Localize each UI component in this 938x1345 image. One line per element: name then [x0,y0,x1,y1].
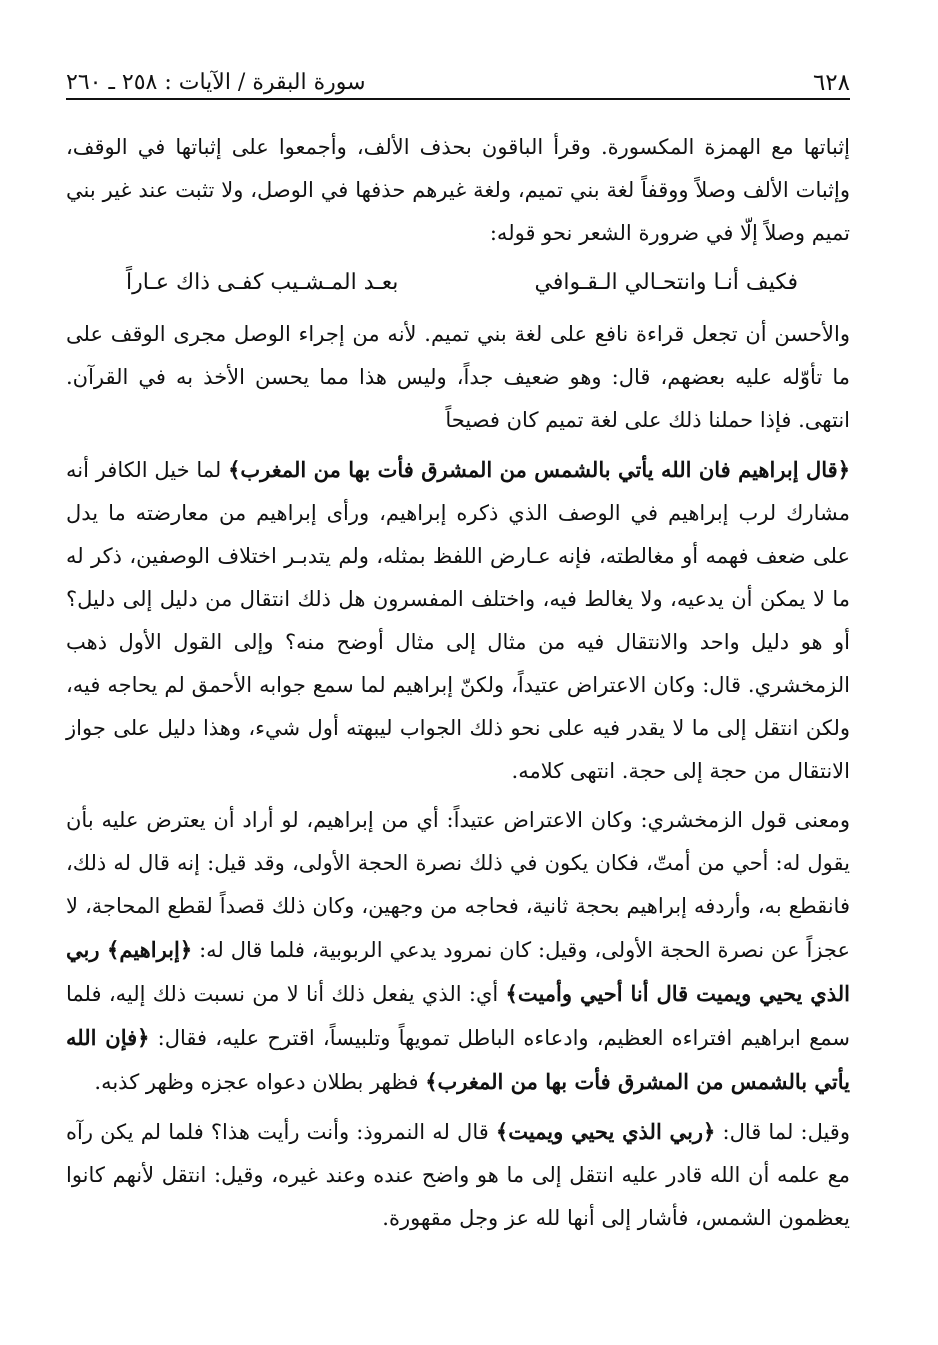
paragraph-text: لما خيل الكافر أنه مشارك لرب إبراهيم في الوصف الذي ذكره إبراهيم، ورأى إبراهيم من معارضته ما يدل على ضعف فهمه أو مغالطته، فإنه عـارض اللفظ بمثله، ولم يتدبـر اختلاف الوصفين، ذكر له ما لا يمكن أن يدعيه، ولا يغالط فيه، واختلف المفسرون هل ذلك انتقال من دليل إلى دليل؟ أو هو دليل واحد والانتقال فيه من مثال إلى مثال أوضح منه؟ وإلى القول الأول ذهب الزمخشري. قال: وكان الاعتراض عتيداً، ولكنّ إبراهيم لما سمع جوابه الأحمق لم يحاجه فيه، ولكن انتقل إلى ما لا يقدر فيه على نحو ذلك الجواب ليبهته أول شيء، وهذا دليل على جواز الانتقال من حجة إلى حجة. انتهى كلامه. [66,458,850,783]
verse-first-hemistich: فكيف أنـا وانتحـالي الـقـوافي [534,270,798,295]
paragraph-text: قال له النمروذ: وأنت رأيت هذا؟ فلما لم يكن رآه مع علمه أن الله قادر عليه انتقل إلى ما هو واضح عنده وعند غيره، وقيل: انتقل لأنهم كانوا يعظمون الشمس، فأشار إلى أنها لله عز وجل مقهورة. [66,1120,850,1230]
paragraph-reading-variants: إثباتها مع الهمزة المكسورة. وقرأ الباقون بحذف الألف، وأجمعوا على إثباتها في الوقف، وإثبات الألف وصلاً ووقفاً لغة بني تميم، ولغة غيرهم حذفها في الوصل، ولا تثبت عند غير بني تميم وصلاً إلّا في ضرورة الشعر نحو قوله: [66,135,850,245]
quran-quote: ﴿قال إبراهيم فان الله يأتي بالشمس من المشرق فأت بها من المغرب﴾ [228,457,851,482]
paragraph-zamakhshari-meaning [66,799,850,1104]
page-header [66,58,850,98]
poetry-verse [66,255,850,313]
verse-second-hemistich: بعـد المـشـيب كفـى ذاك عـاراً [126,270,399,295]
page-number: ٦٢٨ [812,70,850,96]
running-title: سورة البقرة / الآيات : ٢٥٨ ـ ٢٦٠ [66,70,366,95]
quran-quote: ﴿إبراهيم﴾ ربي الذي يحيي ويميت قال أنا أحيي وأميت﴾ [66,937,850,1006]
paragraph-other-opinion [66,1110,850,1240]
page-body [66,126,850,1240]
quran-quote: ﴿ربي الذي يحيي ويميت﴾ [495,1119,716,1144]
paragraph-ibrahim-argument [66,448,850,793]
paragraph-text: فظهر بطلان دعواه عجزه وظهر كذبه. [94,1070,426,1094]
paragraph-text: أي: الذي يفعل ذلك أنا لا من نسبت ذلك إليه، فلما سمع ابراهيم افتراءه العظيم، وادعاءه الباطل تمويهاً وتلبيساً، اقترح عليه، فقال: [66,982,851,1050]
paragraph-nafi-reading: والأحسن أن تجعل قراءة نافع على لغة بني تميم. لأنه من إجراء الوصل مجرى الوقف على ما تأوّله عليه بعضهم، قال: وهو ضعيف جداً، وليس هذا مما يحسن الأخذ به في القرآن. انتهى. فإذا حملنا ذلك على لغة تميم كان فصيحاً [66,322,850,432]
header-divider [66,98,850,100]
paragraph-text: ومعنى قول الزمخشري: وكان الاعتراض عتيداً: أي من إبراهيم، لو أراد أن يعترض عليه بأن يقول له: أحي من أمتّ، فكان يكون في ذلك نصرة الحجة الأولى، وقد قيل: إنه قال له ذلك، فانقطع به، وأردفه إبراهيم بحجة ثانية، فحاجه من وجهين، وكان ذلك قصداً لقطع المحاجة، لا عجزاً عن نصرة الحجة الأولى، وقيل: كان نمرود يدعي الربوبية، فلما قال له: [66,808,850,962]
quran-quote: ﴿فإن الله يأتي بالشمس من المشرق فأت بها من المغرب﴾ [66,1025,850,1094]
paragraph-text: وقيل: لما قال: [715,1120,850,1144]
